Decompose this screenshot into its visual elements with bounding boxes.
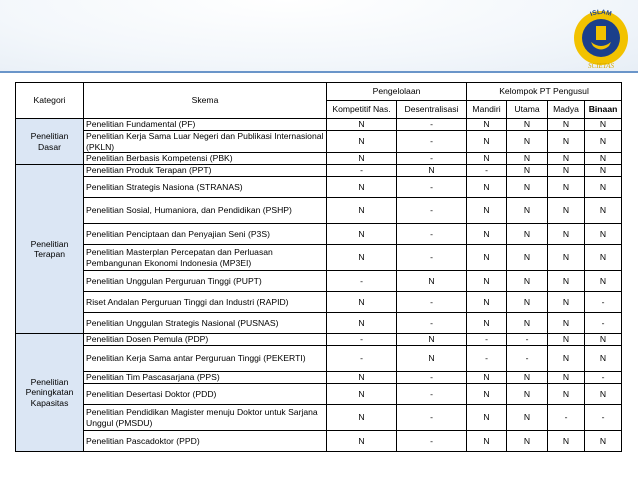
cell-madya: N (548, 131, 585, 153)
cell-utama: N (507, 165, 548, 177)
cell-desentralisasi: - (397, 177, 467, 198)
cell-kompetitif: N (327, 153, 397, 165)
header-kelompok-pt: Kelompok PT Pengusul (467, 83, 622, 101)
cell-binaan: N (585, 334, 622, 346)
scheme-name: Penelitian Fundamental (PF) (84, 119, 327, 131)
cell-kompetitif: - (327, 346, 397, 372)
cell-desentralisasi: - (397, 431, 467, 452)
scheme-name: Penelitian Desertasi Doktor (PDD) (84, 384, 327, 405)
cell-mandiri: N (467, 372, 507, 384)
scheme-name: Penelitian Unggulan Perguruan Tinggi (PUPT) (84, 271, 327, 292)
cell-madya: N (548, 177, 585, 198)
cell-binaan: - (585, 372, 622, 384)
cell-desentralisasi: N (397, 334, 467, 346)
cell-kompetitif: N (327, 372, 397, 384)
cell-desentralisasi: - (397, 405, 467, 431)
scheme-name: Penelitian Tim Pascasarjana (PPS) (84, 372, 327, 384)
cell-binaan: N (585, 131, 622, 153)
cell-desentralisasi: N (397, 346, 467, 372)
cell-utama: N (507, 431, 548, 452)
cell-madya: N (548, 245, 585, 271)
scheme-name: Penelitian Berbasis Kompetensi (PBK) (84, 153, 327, 165)
cell-desentralisasi: - (397, 372, 467, 384)
cell-kompetitif: - (327, 334, 397, 346)
cell-desentralisasi: - (397, 245, 467, 271)
cell-mandiri: N (467, 224, 507, 245)
scheme-name: Penelitian Sosial, Humaniora, dan Pendidikan (PSHP) (84, 198, 327, 224)
cell-desentralisasi: - (397, 131, 467, 153)
scheme-name: Penelitian Pendidikan Magister menuju Doktor untuk Sarjana Unggul (PMSDU) (84, 405, 327, 431)
cell-desentralisasi: N (397, 271, 467, 292)
header-mandiri: Mandiri (467, 101, 507, 119)
cell-utama: N (507, 119, 548, 131)
cell-utama: N (507, 245, 548, 271)
cell-madya: N (548, 372, 585, 384)
cell-mandiri: N (467, 153, 507, 165)
header-madya: Madya (548, 101, 585, 119)
cell-binaan: - (585, 292, 622, 313)
logo-arc-text: ISLAM (589, 8, 613, 18)
scheme-name: Penelitian Masterplan Percepatan dan Perluasan Pembangunan Ekonomi Indonesia (MP3EI) (84, 245, 327, 271)
cell-madya: N (548, 292, 585, 313)
cell-binaan: N (585, 346, 622, 372)
cell-mandiri: N (467, 384, 507, 405)
header-binaan: Binaan (585, 101, 622, 119)
cell-kompetitif: N (327, 292, 397, 313)
cell-binaan: - (585, 313, 622, 334)
cell-desentralisasi: - (397, 313, 467, 334)
cell-utama: N (507, 153, 548, 165)
cell-madya: N (548, 334, 585, 346)
cell-desentralisasi: - (397, 119, 467, 131)
cell-binaan: N (585, 198, 622, 224)
slide-header-background (0, 0, 638, 72)
cell-madya: N (548, 431, 585, 452)
cell-binaan: N (585, 271, 622, 292)
scheme-name: Penelitian Unggulan Strategis Nasional (PUSNAS) (84, 313, 327, 334)
cell-binaan: N (585, 119, 622, 131)
header-desentralisasi: Desentralisasi (397, 101, 467, 119)
cell-utama: - (507, 334, 548, 346)
category-cell: Penelitian Terapan (16, 165, 84, 334)
cell-utama: N (507, 372, 548, 384)
cell-binaan: N (585, 165, 622, 177)
scheme-name: Riset Andalan Perguruan Tinggi dan Industri (RAPID) (84, 292, 327, 313)
cell-mandiri: N (467, 119, 507, 131)
cell-kompetitif: - (327, 165, 397, 177)
cell-binaan: N (585, 431, 622, 452)
cell-kompetitif: N (327, 119, 397, 131)
cell-madya: N (548, 224, 585, 245)
cell-mandiri: N (467, 245, 507, 271)
scheme-name: Penelitian Dosen Pemula (PDP) (84, 334, 327, 346)
cell-mandiri: N (467, 131, 507, 153)
cell-mandiri: N (467, 292, 507, 313)
header-kategori: Kategori (16, 83, 84, 119)
cell-binaan: N (585, 224, 622, 245)
cell-utama: N (507, 271, 548, 292)
header-pengelolaan: Pengelolaan (327, 83, 467, 101)
cell-mandiri: N (467, 198, 507, 224)
cell-mandiri: - (467, 346, 507, 372)
cell-binaan: N (585, 177, 622, 198)
cell-utama: N (507, 131, 548, 153)
cell-utama: N (507, 292, 548, 313)
category-cell: Penelitian Peningkatan Kapasitas (16, 334, 84, 452)
category-cell: Penelitian Dasar (16, 119, 84, 165)
cell-utama: N (507, 198, 548, 224)
cell-kompetitif: N (327, 405, 397, 431)
cell-mandiri: N (467, 313, 507, 334)
cell-utama: N (507, 177, 548, 198)
scheme-name: Penelitian Penciptaan dan Penyajian Seni (P3S) (84, 224, 327, 245)
header-utama: Utama (507, 101, 548, 119)
cell-mandiri: N (467, 405, 507, 431)
cell-mandiri: - (467, 334, 507, 346)
cell-mandiri: N (467, 431, 507, 452)
cell-kompetitif: - (327, 271, 397, 292)
header-kompetitif: Kompetitif Nas. (327, 101, 397, 119)
cell-desentralisasi: - (397, 384, 467, 405)
cell-madya: N (548, 119, 585, 131)
table-body (16, 119, 622, 452)
cell-utama: N (507, 384, 548, 405)
cell-desentralisasi: - (397, 153, 467, 165)
cell-kompetitif: N (327, 384, 397, 405)
logo-subtext: SCIETAS (588, 62, 614, 70)
cell-kompetitif: N (327, 224, 397, 245)
cell-madya: N (548, 198, 585, 224)
cell-madya: N (548, 313, 585, 334)
research-scheme-table (15, 82, 622, 452)
scheme-name: Penelitian Kerja Sama Luar Negeri dan Publikasi Internasional (PKLN) (84, 131, 327, 153)
cell-utama: N (507, 224, 548, 245)
cell-utama: N (507, 313, 548, 334)
cell-mandiri: N (467, 177, 507, 198)
cell-mandiri: N (467, 271, 507, 292)
cell-madya: N (548, 346, 585, 372)
cell-binaan: N (585, 153, 622, 165)
cell-utama: N (507, 405, 548, 431)
cell-kompetitif: N (327, 131, 397, 153)
cell-binaan: N (585, 245, 622, 271)
cell-madya: N (548, 384, 585, 405)
cell-kompetitif: N (327, 198, 397, 224)
cell-desentralisasi: - (397, 198, 467, 224)
cell-madya: - (548, 405, 585, 431)
header-skema: Skema (84, 83, 327, 119)
cell-madya: N (548, 165, 585, 177)
cell-binaan: N (585, 384, 622, 405)
scheme-name: Penelitian Produk Terapan (PPT) (84, 165, 327, 177)
scheme-name: Penelitian Pascadoktor (PPD) (84, 431, 327, 452)
cell-kompetitif: N (327, 431, 397, 452)
cell-madya: N (548, 153, 585, 165)
cell-desentralisasi: N (397, 165, 467, 177)
cell-madya: N (548, 271, 585, 292)
slide-header-divider (0, 71, 638, 73)
cell-kompetitif: N (327, 313, 397, 334)
cell-desentralisasi: - (397, 292, 467, 313)
cell-mandiri: - (467, 165, 507, 177)
scheme-name: Penelitian Kerja Sama antar Perguruan Tinggi (PEKERTI) (84, 346, 327, 372)
cell-binaan: - (585, 405, 622, 431)
cell-kompetitif: N (327, 245, 397, 271)
university-logo (563, 0, 638, 72)
scheme-name: Penelitian Strategis Nasiona (STRANAS) (84, 177, 327, 198)
cell-desentralisasi: - (397, 224, 467, 245)
cell-utama: - (507, 346, 548, 372)
cell-kompetitif: N (327, 177, 397, 198)
